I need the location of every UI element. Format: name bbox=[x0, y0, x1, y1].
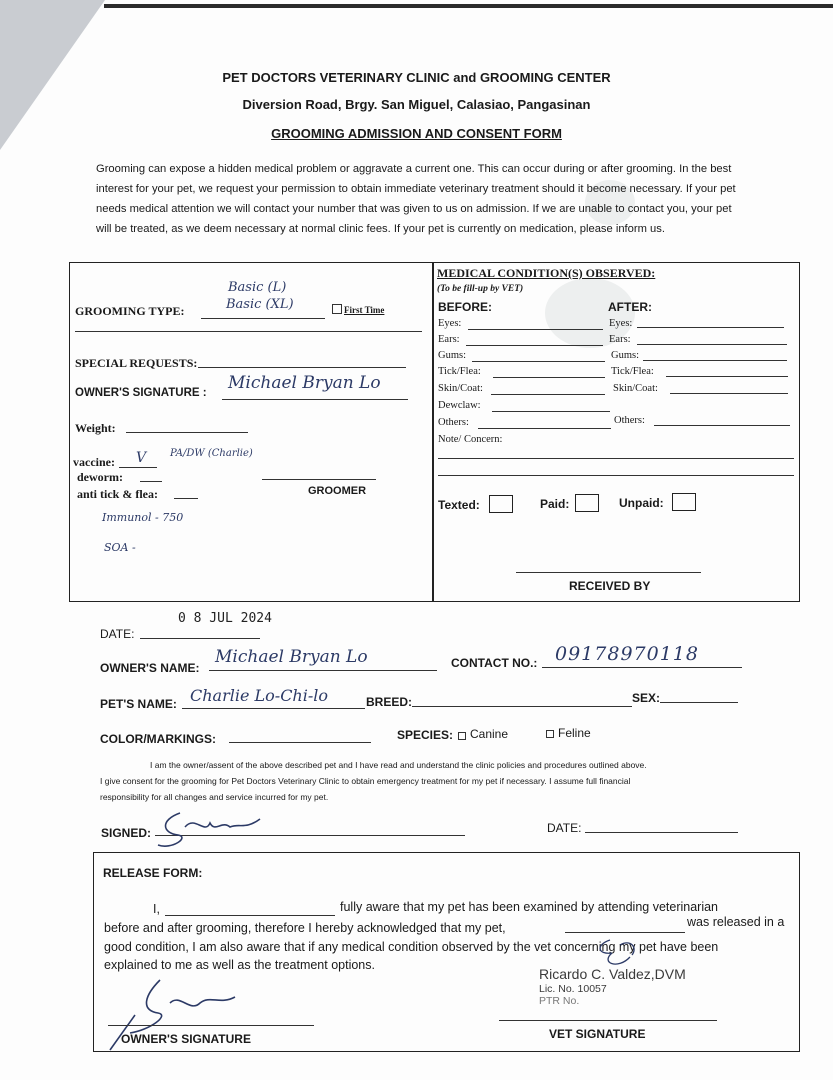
species-label: SPECIES: bbox=[397, 728, 454, 742]
sex-label: SEX: bbox=[632, 691, 661, 705]
pet-name-label: PET'S NAME: bbox=[100, 697, 177, 711]
owner-name-line bbox=[209, 670, 437, 671]
before-ears-field[interactable] bbox=[466, 345, 603, 346]
feline-checkbox[interactable] bbox=[546, 730, 554, 738]
vet-signature-line bbox=[499, 1020, 717, 1021]
owner-signature-release-label: OWNER'S SIGNATURE bbox=[121, 1032, 251, 1046]
first-time-label: First Time bbox=[344, 305, 385, 315]
grooming-type-line bbox=[201, 318, 325, 319]
date-line bbox=[140, 638, 260, 639]
release-pet-field[interactable] bbox=[565, 932, 685, 933]
grooming-type-value-2[interactable]: Basic (XL) bbox=[226, 297, 294, 312]
consent-line-2: I give consent for the grooming for Pet Doctors Veterinary Clinic to obtain emergency treatment for my pet if necessary. I assume full financial bbox=[100, 776, 631, 786]
before-eyes-label: Eyes: bbox=[438, 318, 462, 329]
color-markings-label: COLOR/MARKINGS: bbox=[100, 732, 216, 746]
signature-scribble bbox=[150, 805, 270, 855]
before-label: BEFORE: bbox=[438, 300, 492, 314]
after-gums-label: Gums: bbox=[611, 350, 640, 361]
note-line-1[interactable] bbox=[438, 458, 794, 459]
consent-line-1: I am the owner/assent of the above described pet and I have read and understand the clinic policies and procedures outlined above. bbox=[150, 760, 647, 770]
grooming-type-value[interactable]: Basic (L) bbox=[228, 280, 287, 295]
contact-line bbox=[542, 667, 742, 668]
before-ears-label: Ears: bbox=[438, 334, 460, 345]
vaccine-value[interactable]: V bbox=[136, 450, 147, 466]
unpaid-checkbox[interactable] bbox=[672, 493, 696, 511]
deworm-label: deworm: bbox=[77, 470, 123, 484]
note-line-2[interactable] bbox=[438, 475, 794, 476]
before-gums-label: Gums: bbox=[438, 350, 467, 361]
texted-checkbox[interactable] bbox=[489, 495, 513, 513]
weight-label: Weight: bbox=[75, 421, 116, 435]
received-by-line bbox=[516, 572, 701, 573]
after-tickflea-field[interactable] bbox=[666, 376, 788, 377]
color-markings-field[interactable] bbox=[229, 742, 371, 743]
before-others-label: Others: bbox=[438, 417, 469, 428]
release-text-1a: I, bbox=[153, 902, 160, 916]
after-eyes-label: Eyes: bbox=[609, 318, 633, 329]
paid-label: Paid: bbox=[540, 497, 570, 511]
vet-ptr-stamp: PTR No. bbox=[539, 995, 580, 1007]
medical-title: MEDICAL CONDITION(S) OBSERVED: bbox=[437, 266, 656, 280]
note-concern-label: Note/ Concern: bbox=[438, 434, 503, 445]
before-skincoat-field[interactable] bbox=[491, 394, 605, 395]
sex-field[interactable] bbox=[660, 702, 738, 703]
owner-signature-line bbox=[222, 399, 408, 400]
form-title: GROOMING ADMISSION AND CONSENT FORM bbox=[271, 126, 562, 141]
handwritten-note: Immunol - 750 bbox=[102, 511, 184, 524]
weight-field[interactable] bbox=[126, 432, 248, 433]
vet-signature-scribble bbox=[590, 935, 650, 975]
texted-label: Texted: bbox=[438, 498, 480, 512]
after-others-label: Others: bbox=[614, 415, 645, 426]
after-ears-field[interactable] bbox=[637, 344, 787, 345]
groomer-line bbox=[262, 479, 376, 480]
after-skincoat-field[interactable] bbox=[670, 393, 788, 394]
after-eyes-field[interactable] bbox=[637, 327, 784, 328]
vaccine-line bbox=[119, 467, 157, 468]
before-skincoat-label: Skin/Coat: bbox=[438, 383, 483, 394]
special-requests-field[interactable] bbox=[198, 367, 406, 368]
top-edge-line bbox=[104, 4, 833, 8]
owner-signature-label: OWNER'S SIGNATURE : bbox=[75, 387, 207, 399]
tick-flea-field[interactable] bbox=[174, 498, 198, 499]
groomer-label: GROOMER bbox=[308, 485, 367, 497]
grooming-type-line-2 bbox=[75, 331, 422, 332]
release-text-2b: was released in a bbox=[687, 915, 785, 929]
release-name-field[interactable] bbox=[165, 915, 335, 916]
before-eyes-field[interactable] bbox=[468, 329, 603, 330]
vet-license-stamp: Lic. No. 10057 bbox=[539, 983, 607, 995]
release-text-2a: before and after grooming, therefore I hereby acknowledged that my pet, bbox=[104, 921, 506, 935]
pet-name-value[interactable]: Charlie Lo-Chi-lo bbox=[190, 686, 329, 705]
owner-signature-value[interactable]: Michael Bryan Lo bbox=[228, 373, 381, 393]
special-requests-label: SPECIAL REQUESTS: bbox=[75, 356, 198, 370]
date-label: DATE: bbox=[100, 627, 135, 641]
consent-line-3: responsibility for all changes and service incurred for my pet. bbox=[100, 792, 329, 802]
after-tickflea-label: Tick/Flea: bbox=[611, 366, 654, 377]
paid-checkbox[interactable] bbox=[575, 494, 599, 512]
handwritten-note: SOA - bbox=[104, 541, 136, 554]
vaccine-note[interactable]: PA/DW (Charlie) bbox=[170, 448, 253, 459]
owner-signature-release-line bbox=[108, 1025, 314, 1026]
owner-name-value[interactable]: Michael Bryan Lo bbox=[215, 647, 368, 667]
after-others-field[interactable] bbox=[654, 425, 790, 426]
signed-label: SIGNED: bbox=[101, 826, 152, 840]
intro-paragraph: Grooming can expose a hidden medical problem or aggravate a current one. This can occur during or after grooming. In the best interest for your pet, we request your permission to obtain immediate veterinary treatment should it become necessary. If your pet needs medical attention we will contact your number that was given to us on admission. If we are unable to contact you, your pet will be treated, as we deem necessary at normal clinic fees. If your pet is currently on medication, please inform us. bbox=[96, 163, 736, 235]
consent-date-field[interactable] bbox=[585, 832, 738, 833]
vet-name-stamp: Ricardo C. Valdez,DVM bbox=[539, 966, 686, 982]
unpaid-label: Unpaid: bbox=[619, 496, 664, 510]
clinic-address: Diversion Road, Brgy. San Miguel, Calasiao, Pangasinan bbox=[242, 97, 591, 112]
received-by-label: RECEIVED BY bbox=[569, 579, 651, 593]
owner-name-label: OWNER'S NAME: bbox=[100, 661, 200, 675]
canine-label: Canine bbox=[470, 727, 509, 741]
consent-date-label: DATE: bbox=[547, 821, 582, 835]
canine-checkbox[interactable] bbox=[458, 732, 466, 740]
after-label: AFTER: bbox=[608, 300, 652, 314]
before-gums-field[interactable] bbox=[472, 361, 605, 362]
grooming-type-label: GROOMING TYPE: bbox=[75, 304, 185, 318]
release-title: RELEASE FORM: bbox=[103, 866, 203, 880]
after-skincoat-label: Skin/Coat: bbox=[613, 383, 658, 394]
breed-label: BREED: bbox=[366, 695, 413, 709]
tick-flea-label: anti tick & flea: bbox=[77, 487, 158, 501]
after-gums-field[interactable] bbox=[643, 360, 787, 361]
before-tickflea-label: Tick/Flea: bbox=[438, 366, 481, 377]
before-dewclaw-label: Dewclaw: bbox=[438, 400, 481, 411]
before-tickflea-field[interactable] bbox=[493, 377, 605, 378]
contact-label: CONTACT NO.: bbox=[451, 656, 538, 670]
vaccine-label: vaccine: bbox=[73, 455, 115, 469]
release-text-1b: fully aware that my pet has been examined by attending veterinarian bbox=[340, 900, 719, 914]
vet-signature-label: VET SIGNATURE bbox=[549, 1027, 646, 1041]
box-divider bbox=[432, 262, 434, 602]
release-text-4: explained to me as well as the treatment options. bbox=[104, 958, 375, 972]
deworm-field[interactable] bbox=[140, 481, 162, 482]
contact-value[interactable]: 09178970118 bbox=[555, 643, 699, 665]
breed-field[interactable] bbox=[412, 706, 632, 707]
medical-subtitle: (To be fill-up by VET) bbox=[437, 284, 524, 294]
date-value[interactable]: 0 8 JUL 2024 bbox=[178, 611, 272, 626]
release-text-3: good condition, I am also aware that if any medical condition observed by the vet concerning my pet have been bbox=[104, 940, 719, 954]
first-time-checkbox[interactable] bbox=[332, 304, 342, 314]
feline-label: Feline bbox=[558, 726, 591, 740]
clinic-name: PET DOCTORS VETERINARY CLINIC and GROOMING CENTER bbox=[222, 70, 611, 85]
before-dewclaw-field[interactable] bbox=[492, 411, 610, 412]
after-ears-label: Ears: bbox=[609, 334, 631, 345]
pet-name-line bbox=[182, 708, 365, 709]
before-others-field[interactable] bbox=[478, 428, 611, 429]
